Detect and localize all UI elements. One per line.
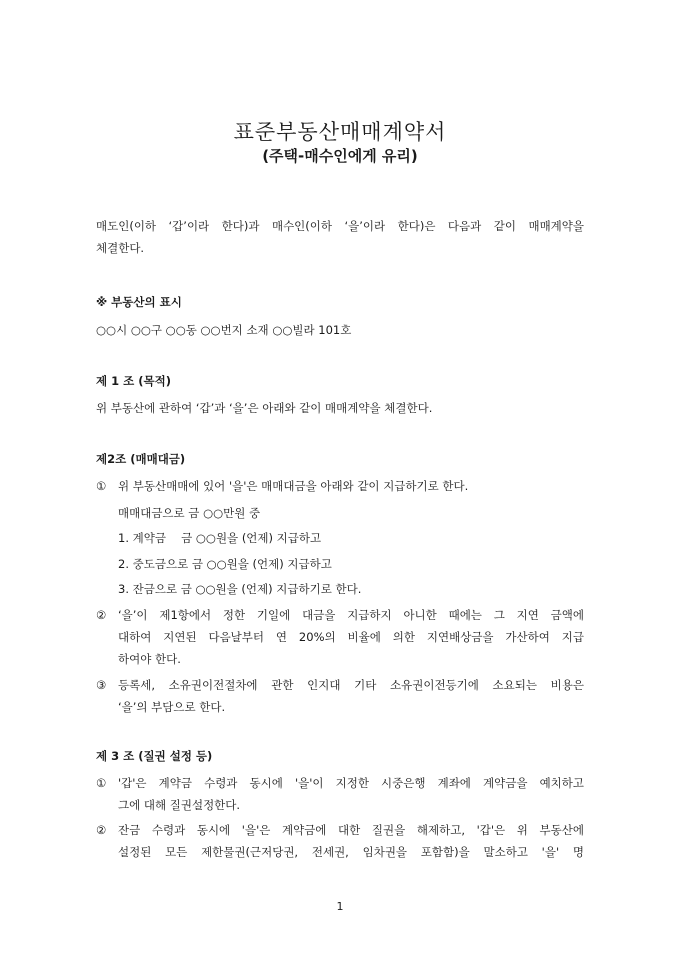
article2-p3-line-2: ‘을’의 부담으로 한다. bbox=[118, 700, 226, 714]
intro-line-1: 매도인(이하 ‘갑’이라 한다)과 매수인(이하 ‘을’이라 한다)은 다음과 같이 매매계약을 bbox=[96, 219, 584, 233]
article3-p2-line-2: 설정된 모든 제한물권(근저당권, 전세권, 임차권을 포함함)을 말소하고 '을' 명 bbox=[118, 845, 584, 859]
intro-line-2: 체결한다. bbox=[96, 241, 145, 255]
article2-p3-marker: ③ bbox=[96, 678, 107, 692]
article1-heading: 제 1 조 (목적) bbox=[96, 374, 171, 388]
article3-p2-line-1: 잔금 수령과 동시에 '을'은 계약금에 대한 질권을 해제하고, '갑'은 위 부동산에 bbox=[118, 823, 584, 837]
article2-p1-marker: ① bbox=[96, 479, 107, 493]
article2-heading: 제2조 (매매대금) bbox=[96, 452, 186, 466]
article1-text: 위 부동산에 관하여 ‘갑’과 ‘을’은 아래와 같이 매매계약을 체결한다. bbox=[96, 401, 433, 415]
document-subtitle: (주택-매수인에게 유리) bbox=[262, 147, 418, 165]
article2-item-1: 1. 계약금 금 ○○원을 (언제) 지급하고 bbox=[118, 531, 322, 545]
article2-p1: 위 부동산매매에 있어 '을'은 매매대금을 아래와 같이 지급하기로 한다. bbox=[118, 479, 469, 493]
property-heading: ※ 부동산의 표시 bbox=[96, 295, 182, 309]
article3-p1-line-2: 그에 대해 질권설정한다. bbox=[118, 798, 241, 812]
article2-p3-line-1: 등록세, 소유권이전절차에 관한 인지대 기타 소유권이전등기에 소요되는 비용은 bbox=[118, 678, 584, 692]
property-address: ○○시 ○○구 ○○동 ○○번지 소재 ○○빌라 101호 bbox=[96, 323, 352, 337]
article2-item-2: 2. 중도금으로 금 ○○원을 (언제) 지급하고 bbox=[118, 557, 332, 571]
article2-item-3: 3. 잔금으로 금 ○○원을 (언제) 지급하기로 한다. bbox=[118, 582, 362, 596]
document-title: 표준부동산매매계약서 bbox=[233, 120, 447, 144]
page-number: 1 bbox=[336, 900, 344, 913]
article3-heading: 제 3 조 (질권 설정 등) bbox=[96, 749, 213, 763]
article2-p2-line-2: 대하여 지연된 다음날부터 연 20%의 비율에 의한 지연배상금을 가산하여 지급 bbox=[118, 630, 584, 644]
article2-p2-line-3: 하여야 한다. bbox=[118, 652, 181, 666]
article3-p1-line-1: '갑'은 계약금 수령과 동시에 '을'이 지정한 시중은행 계좌에 계약금을 예치하고 bbox=[118, 776, 584, 790]
article2-total: 매매대금으로 금 ○○만원 중 bbox=[118, 506, 261, 520]
article2-p2-marker: ② bbox=[96, 608, 107, 622]
article3-p1-marker: ① bbox=[96, 776, 107, 790]
article2-p2-line-1: ‘을’이 제1항에서 정한 기일에 대금을 지급하지 아니한 때에는 그 지연 금액에 bbox=[118, 608, 584, 622]
article3-p2-marker: ② bbox=[96, 823, 107, 837]
